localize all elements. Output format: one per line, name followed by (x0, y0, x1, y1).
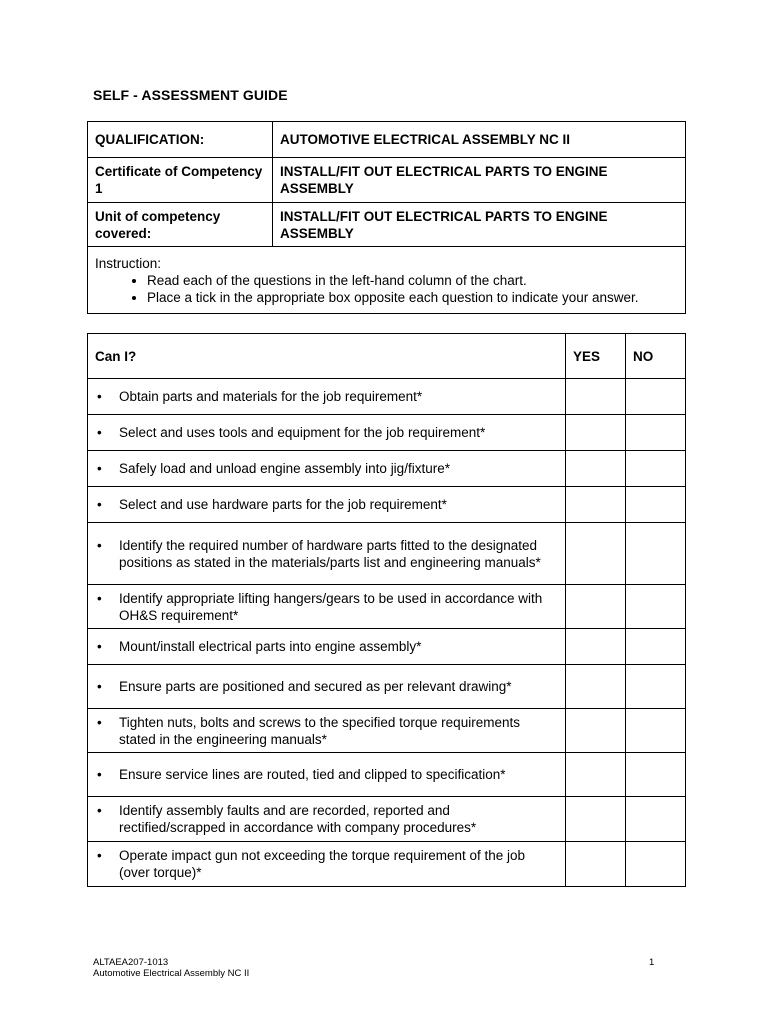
checklist-row (88, 709, 686, 753)
instruction-item: • Read each of the questions in the left-hand column of the chart. (147, 272, 678, 289)
qualification-value: AUTOMOTIVE ELECTRICAL ASSEMBLY NC II (273, 122, 686, 158)
checklist-question (88, 379, 566, 415)
bullet-icon: • (97, 461, 102, 476)
checklist-question (88, 709, 566, 753)
instruction-item: • Place a tick in the appropriate box opposite each question to indicate your answer. (147, 289, 678, 306)
bullet-icon: • (97, 389, 102, 404)
checklist-row (88, 451, 686, 487)
checklist-item (95, 638, 558, 655)
checklist-question-text: Identify the required number of hardware parts fitted to the designated positions as stated in the materials/parts list and engineering manuals* (119, 537, 541, 570)
info-table (87, 121, 686, 314)
bullet-icon: • (97, 425, 102, 440)
footer-name: Automotive Electrical Assembly NC II (93, 968, 250, 979)
checklist-row (88, 842, 686, 887)
bullet-icon: • (97, 497, 102, 512)
checklist-row (88, 487, 686, 523)
checklist-table (87, 333, 686, 887)
yes-checkbox-cell[interactable] (566, 709, 626, 753)
yes-checkbox-cell[interactable] (566, 487, 626, 523)
checklist-question (88, 523, 566, 585)
checklist-question-text: Ensure parts are positioned and secured as per relevant drawing* (119, 679, 512, 694)
checklist-question-text: Obtain parts and materials for the job requirement* (119, 389, 423, 404)
checklist-item (95, 802, 558, 836)
checklist-item (95, 388, 558, 405)
yes-checkbox-cell[interactable] (566, 379, 626, 415)
yes-checkbox-cell[interactable] (566, 629, 626, 665)
checklist-question (88, 585, 566, 629)
certificate-value: INSTALL/FIT OUT ELECTRICAL PARTS TO ENGINE ASSEMBLY (273, 158, 686, 203)
yes-checkbox-cell[interactable] (566, 585, 626, 629)
yes-checkbox-cell[interactable] (566, 753, 626, 797)
instruction-heading: Instruction: (95, 256, 162, 271)
yes-checkbox-cell[interactable] (566, 415, 626, 451)
checklist-row (88, 415, 686, 451)
checklist-row (88, 665, 686, 709)
footer-left (93, 957, 249, 979)
yes-checkbox-cell[interactable] (566, 523, 626, 585)
checklist-question (88, 753, 566, 797)
checklist-item (95, 766, 558, 783)
bullet-icon: • (97, 767, 102, 782)
checklist-item (95, 590, 558, 624)
checklist-question-text: Tighten nuts, bolts and screws to the specified torque requirements stated in the engineering manuals* (119, 714, 520, 747)
bullet-icon: • (97, 537, 102, 553)
yes-checkbox-cell[interactable] (566, 797, 626, 842)
checklist-item (95, 496, 558, 513)
page-number: 1 (649, 957, 655, 968)
no-checkbox-cell[interactable] (626, 523, 686, 585)
no-checkbox-cell[interactable] (626, 585, 686, 629)
checklist-question-text: Ensure service lines are routed, tied and clipped to specification* (119, 767, 506, 782)
checklist-row (88, 629, 686, 665)
yes-checkbox-cell[interactable] (566, 665, 626, 709)
no-checkbox-cell[interactable] (626, 451, 686, 487)
checklist-row (88, 585, 686, 629)
header-no: NO (626, 334, 686, 379)
checklist-question-text: Identify assembly faults and are recorded, reported and rectified/scrapped in accordance with company procedures* (119, 803, 477, 835)
checklist-item (95, 460, 558, 477)
bullet-icon: • (97, 639, 102, 654)
no-checkbox-cell[interactable] (626, 797, 686, 842)
checklist-question-text: Select and use hardware parts for the job requirement* (119, 497, 447, 512)
checklist-question (88, 842, 566, 887)
checklist-question-text: Mount/install electrical parts into engine assembly* (119, 639, 422, 654)
instruction-list (95, 272, 678, 306)
no-checkbox-cell[interactable] (626, 487, 686, 523)
checklist-row (88, 523, 686, 585)
bullet-icon: • (97, 590, 102, 606)
checklist-header (88, 334, 686, 379)
no-checkbox-cell[interactable] (626, 629, 686, 665)
no-checkbox-cell[interactable] (626, 665, 686, 709)
no-checkbox-cell[interactable] (626, 415, 686, 451)
bullet-icon: • (97, 848, 102, 863)
checklist-item (95, 847, 558, 881)
checklist-item (95, 678, 558, 695)
checklist-question (88, 487, 566, 523)
checklist-question (88, 415, 566, 451)
bullet-icon: • (97, 679, 102, 694)
no-checkbox-cell[interactable] (626, 842, 686, 887)
checklist-row (88, 379, 686, 415)
checklist-question-text: Operate impact gun not exceeding the torque requirement of the job (over torque)* (119, 848, 526, 880)
checklist-item (95, 424, 558, 441)
unit-value: INSTALL/FIT OUT ELECTRICAL PARTS TO ENGINE ASSEMBLY (273, 203, 686, 247)
checklist-question-text: Identify appropriate lifting hangers/gears to be used in accordance with OH&S requirement* (119, 590, 543, 623)
header-yes: YES (566, 334, 626, 379)
checklist-row (88, 753, 686, 797)
certificate-label: Certificate of Competency 1 (88, 158, 273, 203)
no-checkbox-cell[interactable] (626, 709, 686, 753)
page-title: SELF - ASSESSMENT GUIDE (93, 87, 288, 103)
checklist-question (88, 797, 566, 842)
checklist-question (88, 665, 566, 709)
checklist-question (88, 629, 566, 665)
unit-label: Unit of competency covered: (88, 203, 273, 247)
footer-code: ALTAEA207-1013 (93, 957, 169, 968)
checklist-item (95, 714, 558, 748)
checklist-item (95, 537, 558, 571)
no-checkbox-cell[interactable] (626, 379, 686, 415)
checklist-question-text: Safely load and unload engine assembly into jig/fixture* (119, 461, 450, 476)
checklist-question (88, 451, 566, 487)
yes-checkbox-cell[interactable] (566, 451, 626, 487)
bullet-icon: • (97, 803, 102, 818)
bullet-icon: • (97, 714, 102, 730)
checklist-question-text: Select and uses tools and equipment for the job requirement* (119, 425, 486, 440)
qualification-label: QUALIFICATION: (88, 122, 273, 158)
instruction-block (88, 247, 686, 314)
yes-checkbox-cell[interactable] (566, 842, 626, 887)
checklist-row (88, 797, 686, 842)
header-question: Can I? (88, 334, 566, 379)
no-checkbox-cell[interactable] (626, 753, 686, 797)
